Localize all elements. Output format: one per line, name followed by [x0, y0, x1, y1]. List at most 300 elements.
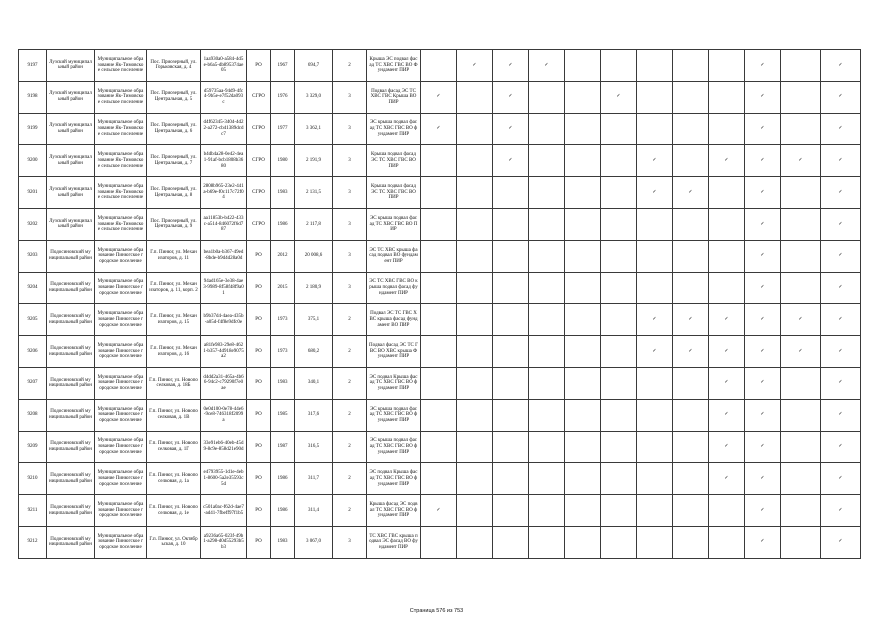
- floors-cell: 3: [333, 177, 367, 209]
- address-cell: Г.п. Пинюг, ул. Новопоселковая, д. 1Г: [147, 431, 201, 463]
- work-cell: [565, 304, 601, 336]
- work-cell: [457, 113, 493, 145]
- address-cell: Г.п. Пинюг, ул. Новопоселковая, д. 1В: [147, 399, 201, 431]
- work-cell: [493, 177, 529, 209]
- check-mark-icon: ✓: [745, 304, 781, 336]
- work-cell: [565, 495, 601, 527]
- guid-cell: 1aa930a0-a584-4d5e-b6a5-db895374ae05: [201, 50, 247, 82]
- check-mark-icon: ✓: [493, 50, 529, 82]
- kind-cell: СГРО: [247, 145, 271, 177]
- address-cell: Г.п. Пинюг, ул. Новопоселковая, д. 1е: [147, 495, 201, 527]
- year-cell: 1983: [271, 367, 295, 399]
- works-cell: Крыша подвал фасад ЭС ТС ХВС ГВС ВО ПИР: [367, 145, 421, 177]
- district-cell: Лузский муниципальный район: [47, 145, 95, 177]
- guid-cell: bea1b0a-b367-49ed-8bde-b9d4d28a0d: [201, 240, 247, 272]
- address-cell: Г.п. Пинюг, ул. Механизаторов, д. 16: [147, 336, 201, 368]
- work-cell: [709, 50, 745, 82]
- check-mark-icon: ✓: [745, 526, 781, 558]
- work-cell: [709, 113, 745, 145]
- row-number: 9200: [19, 145, 47, 177]
- check-mark-icon: ✓: [745, 495, 781, 527]
- check-mark-icon: ✓: [821, 145, 861, 177]
- area-cell: 2 180,9: [295, 272, 333, 304]
- area-cell: 317,6: [295, 399, 333, 431]
- work-cell: [673, 399, 709, 431]
- kind-cell: РО: [247, 50, 271, 82]
- address-cell: Пос. Приозерный, ул. Центральная, д. 9: [147, 208, 201, 240]
- work-cell: [673, 240, 709, 272]
- floors-cell: 3: [333, 208, 367, 240]
- check-mark-icon: ✓: [821, 208, 861, 240]
- works-cell: ЭС ТС ХВС крыша фасад подвал ВО фундамент ПИР: [367, 240, 421, 272]
- settlement-cell: Муниципальное образование Пинюгское городское поселение: [95, 526, 147, 558]
- check-mark-icon: ✓: [637, 304, 673, 336]
- settlement-cell: Муниципальное образование Як-Тимовское сельское поселение: [95, 177, 147, 209]
- address-cell: Пос. Приозерный, ул. Центральная, д. 7: [147, 145, 201, 177]
- kind-cell: РО: [247, 431, 271, 463]
- work-cell: [781, 113, 821, 145]
- work-cell: [673, 495, 709, 527]
- check-mark-icon: ✓: [709, 399, 745, 431]
- check-mark-icon: ✓: [745, 208, 781, 240]
- work-cell: [565, 208, 601, 240]
- work-cell: [457, 208, 493, 240]
- year-cell: 1986: [271, 463, 295, 495]
- area-cell: 20 008,6: [295, 240, 333, 272]
- row-number: 9211: [19, 495, 47, 527]
- settlement-cell: Муниципальное образование Як-Тимовское сельское поселение: [95, 208, 147, 240]
- work-cell: [565, 50, 601, 82]
- work-cell: [601, 113, 637, 145]
- check-mark-icon: ✓: [821, 50, 861, 82]
- check-mark-icon: ✓: [821, 526, 861, 558]
- work-cell: [673, 367, 709, 399]
- guid-cell: 33e91eb6-40eb-45d9-8c9e-858d21e90d: [201, 431, 247, 463]
- work-cell: [601, 304, 637, 336]
- check-mark-icon: ✓: [745, 367, 781, 399]
- check-mark-icon: ✓: [745, 240, 781, 272]
- area-cell: 680,2: [295, 336, 333, 368]
- work-cell: [565, 367, 601, 399]
- work-cell: [529, 113, 565, 145]
- area-cell: 2 117,8: [295, 208, 333, 240]
- table-row: [19, 145, 861, 177]
- work-cell: [673, 50, 709, 82]
- check-mark-icon: ✓: [709, 336, 745, 368]
- floors-cell: 2: [333, 431, 367, 463]
- district-cell: Лузский муниципальный район: [47, 177, 95, 209]
- work-cell: [673, 526, 709, 558]
- work-cell: [529, 304, 565, 336]
- check-mark-icon: ✓: [821, 113, 861, 145]
- works-cell: Крыша подвал фасад ЭС ТС ХВС ГВС ВО ПИР: [367, 177, 421, 209]
- work-cell: [493, 208, 529, 240]
- work-cell: [565, 399, 601, 431]
- work-cell: [781, 240, 821, 272]
- work-cell: [565, 177, 601, 209]
- year-cell: 1986: [271, 495, 295, 527]
- work-cell: [637, 526, 673, 558]
- floors-cell: 3: [333, 240, 367, 272]
- work-cell: [529, 208, 565, 240]
- table-row: [19, 81, 861, 113]
- work-cell: [565, 463, 601, 495]
- district-cell: Подосиновский муниципальный район: [47, 240, 95, 272]
- settlement-cell: Муниципальное образование Пинюгское городское поселение: [95, 431, 147, 463]
- work-cell: [601, 431, 637, 463]
- settlement-cell: Муниципальное образование Як-Тимовское сельское поселение: [95, 81, 147, 113]
- year-cell: 1973: [271, 336, 295, 368]
- guid-cell: d4dd2a31-465a-4b66-94c2-c79290f7e0ae: [201, 367, 247, 399]
- district-cell: Подосиновский муниципальный район: [47, 367, 95, 399]
- row-number: 9205: [19, 304, 47, 336]
- work-cell: [781, 367, 821, 399]
- check-mark-icon: ✓: [637, 145, 673, 177]
- work-cell: [637, 431, 673, 463]
- work-cell: [673, 81, 709, 113]
- settlement-cell: Муниципальное образование Пинюгское городское поселение: [95, 399, 147, 431]
- work-cell: [457, 367, 493, 399]
- work-cell: [529, 367, 565, 399]
- work-cell: [529, 431, 565, 463]
- works-cell: ЭС крыша подвал фасад ТС ХВС ГВС ВО фундамент ПИР: [367, 113, 421, 145]
- guid-cell: d59735aa-94d9-4fc4-9b5e-e7f52da093c: [201, 81, 247, 113]
- check-mark-icon: ✓: [745, 113, 781, 145]
- page-footer: Страница 576 из 753: [409, 608, 464, 614]
- works-cell: ЭС крыша подвал фасад ТС ХВС ГВС ВО ПИР: [367, 208, 421, 240]
- check-mark-icon: ✓: [821, 177, 861, 209]
- works-cell: ЭС ТС ХВС ГВС ВО крыша подвал фасад фундамент ПИР: [367, 272, 421, 304]
- guid-cell: aa11853b-b422-433c-a514-846072f6d787: [201, 208, 247, 240]
- area-cell: 340,1: [295, 367, 333, 399]
- work-cell: [709, 526, 745, 558]
- row-number: 9212: [19, 526, 47, 558]
- work-cell: [673, 145, 709, 177]
- area-cell: 311,7: [295, 463, 333, 495]
- table-row: [19, 50, 861, 82]
- work-cell: [565, 336, 601, 368]
- area-cell: 2 131,5: [295, 177, 333, 209]
- year-cell: 1977: [271, 113, 295, 145]
- year-cell: 1985: [271, 399, 295, 431]
- kind-cell: РО: [247, 272, 271, 304]
- table-row: [19, 399, 861, 431]
- guid-cell: a81fe983-29e8-4621-b357-4d918e9075a2: [201, 336, 247, 368]
- work-cell: [781, 177, 821, 209]
- check-mark-icon: ✓: [745, 399, 781, 431]
- table-row: [19, 495, 861, 527]
- address-cell: Г.п. Пинюг, ул. Механизаторов, д. 11, корп. 2: [147, 272, 201, 304]
- work-cell: [421, 431, 457, 463]
- table-row: [19, 177, 861, 209]
- row-number: 9199: [19, 113, 47, 145]
- table-row: [19, 240, 861, 272]
- work-cell: [457, 304, 493, 336]
- kind-cell: СГРО: [247, 81, 271, 113]
- work-cell: [601, 367, 637, 399]
- row-number: 9210: [19, 463, 47, 495]
- work-cell: [673, 463, 709, 495]
- check-mark-icon: ✓: [529, 50, 565, 82]
- guid-cell: b9b37d4-4aea-435b-a05d-f4f8e9dfc0e: [201, 304, 247, 336]
- table-row: [19, 304, 861, 336]
- work-cell: [637, 495, 673, 527]
- check-mark-icon: ✓: [821, 495, 861, 527]
- work-cell: [529, 399, 565, 431]
- work-cell: [637, 240, 673, 272]
- work-cell: [457, 431, 493, 463]
- check-mark-icon: ✓: [821, 463, 861, 495]
- check-mark-icon: ✓: [421, 495, 457, 527]
- address-cell: Пос. Приозерный, ул. Центральная, д. 5: [147, 81, 201, 113]
- work-cell: [781, 526, 821, 558]
- work-cell: [709, 240, 745, 272]
- work-cell: [421, 272, 457, 304]
- row-number: 9208: [19, 399, 47, 431]
- check-mark-icon: ✓: [781, 304, 821, 336]
- work-cell: [709, 208, 745, 240]
- work-cell: [529, 463, 565, 495]
- work-cell: [421, 367, 457, 399]
- work-cell: [529, 495, 565, 527]
- check-mark-icon: ✓: [745, 50, 781, 82]
- work-cell: [637, 113, 673, 145]
- check-mark-icon: ✓: [493, 81, 529, 113]
- work-cell: [421, 399, 457, 431]
- check-mark-icon: ✓: [745, 272, 781, 304]
- table-row: [19, 272, 861, 304]
- work-cell: [637, 272, 673, 304]
- work-cell: [529, 526, 565, 558]
- work-cell: [781, 272, 821, 304]
- work-cell: [565, 272, 601, 304]
- check-mark-icon: ✓: [421, 81, 457, 113]
- area-cell: 316,5: [295, 431, 333, 463]
- works-cell: ЭС подвал Крыша фасад ТС ХВС ГВС ВО фундамент ПИР: [367, 463, 421, 495]
- settlement-cell: Муниципальное образование Пинюгское городское поселение: [95, 367, 147, 399]
- work-cell: [601, 208, 637, 240]
- row-number: 9206: [19, 336, 47, 368]
- area-cell: 375,1: [295, 304, 333, 336]
- work-cell: [565, 431, 601, 463]
- work-cell: [637, 463, 673, 495]
- kind-cell: РО: [247, 304, 271, 336]
- work-cell: [493, 431, 529, 463]
- work-cell: [565, 526, 601, 558]
- settlement-cell: Муниципальное образование Як-Тимовское сельское поселение: [95, 50, 147, 82]
- floors-cell: 2: [333, 304, 367, 336]
- work-cell: [601, 272, 637, 304]
- settlement-cell: Муниципальное образование Пинюгское городское поселение: [95, 463, 147, 495]
- work-cell: [565, 81, 601, 113]
- area-cell: 311,4: [295, 495, 333, 527]
- work-cell: [637, 208, 673, 240]
- district-cell: Подосиновский муниципальный район: [47, 526, 95, 558]
- works-cell: ТС ХВС ГВС крыша подвал ЭС фасад ВО фундамент ПИР: [367, 526, 421, 558]
- address-cell: Г.п. Пинюг, ул. Механизаторов, д. 15: [147, 304, 201, 336]
- kind-cell: РО: [247, 495, 271, 527]
- work-cell: [493, 240, 529, 272]
- row-number: 9203: [19, 240, 47, 272]
- check-mark-icon: ✓: [673, 304, 709, 336]
- check-mark-icon: ✓: [673, 336, 709, 368]
- guid-cell: b4db4a28-0e42-4ea1-91af-bcb1808b3680: [201, 145, 247, 177]
- kind-cell: СГРО: [247, 177, 271, 209]
- work-cell: [421, 145, 457, 177]
- kind-cell: РО: [247, 399, 271, 431]
- work-cell: [601, 145, 637, 177]
- row-number: 9198: [19, 81, 47, 113]
- row-number: 9209: [19, 431, 47, 463]
- guid-cell: 2808b965-23e2-441a-b69e-f0c117c72f04: [201, 177, 247, 209]
- area-cell: 2 191,9: [295, 145, 333, 177]
- check-mark-icon: ✓: [821, 240, 861, 272]
- address-cell: Пос. Приозерный, ул. Центральная, д. 6: [147, 113, 201, 145]
- work-cell: [457, 399, 493, 431]
- work-cell: [709, 177, 745, 209]
- floors-cell: 3: [333, 145, 367, 177]
- floors-cell: 3: [333, 81, 367, 113]
- work-cell: [457, 81, 493, 113]
- address-cell: Г.п. Пинюг, ул. Механизаторов, д. 11: [147, 240, 201, 272]
- settlement-cell: Муниципальное образование Як-Тимовское сельское поселение: [95, 113, 147, 145]
- settlement-cell: Муниципальное образование Пинюгское городское поселение: [95, 240, 147, 272]
- work-cell: [421, 177, 457, 209]
- district-cell: Лузский муниципальный район: [47, 113, 95, 145]
- work-cell: [601, 399, 637, 431]
- work-cell: [457, 145, 493, 177]
- kind-cell: РО: [247, 336, 271, 368]
- floors-cell: 2: [333, 336, 367, 368]
- works-cell: Подвал ЭС ТС ГВС ХВС крыша фасад фундамент ВО ПИР: [367, 304, 421, 336]
- kind-cell: СГРО: [247, 208, 271, 240]
- check-mark-icon: ✓: [745, 177, 781, 209]
- work-cell: [529, 145, 565, 177]
- work-cell: [457, 495, 493, 527]
- table-row: [19, 431, 861, 463]
- work-cell: [601, 50, 637, 82]
- kind-cell: СГРО: [247, 113, 271, 145]
- table-row: [19, 113, 861, 145]
- work-cell: [601, 240, 637, 272]
- guid-cell: e4793955-1d1e-4eb1-8600-5a2e35593c5d: [201, 463, 247, 495]
- work-cell: [781, 81, 821, 113]
- settlement-cell: Муниципальное образование Пинюгское городское поселение: [95, 272, 147, 304]
- area-cell: 3 329,0: [295, 81, 333, 113]
- guid-cell: d4f62345-3404-4d22-a272-cb41389dcdc7: [201, 113, 247, 145]
- work-cell: [421, 526, 457, 558]
- address-cell: Пос. Приозерный, ул. Центральная, д. 8: [147, 177, 201, 209]
- work-cell: [421, 463, 457, 495]
- district-cell: Подосиновский муниципальный район: [47, 336, 95, 368]
- year-cell: 1973: [271, 304, 295, 336]
- work-cell: [493, 367, 529, 399]
- work-cell: [457, 272, 493, 304]
- check-mark-icon: ✓: [457, 50, 493, 82]
- work-cell: [709, 495, 745, 527]
- check-mark-icon: ✓: [821, 367, 861, 399]
- floors-cell: 2: [333, 367, 367, 399]
- work-cell: [673, 431, 709, 463]
- works-cell: Крыша фасад ЭС подвал ТС ХВС ГВС ВО фундамент ПИР: [367, 495, 421, 527]
- guid-cell: 94ad165e-3e38-4ae3-9989-8f58f48f9a01: [201, 272, 247, 304]
- floors-cell: 3: [333, 526, 367, 558]
- floors-cell: 3: [333, 113, 367, 145]
- row-number: 9207: [19, 367, 47, 399]
- check-mark-icon: ✓: [821, 399, 861, 431]
- work-cell: [565, 113, 601, 145]
- work-cell: [565, 240, 601, 272]
- guid-cell: 0e0d100-0e78-44e6-9ce8-746318f2099a: [201, 399, 247, 431]
- check-mark-icon: ✓: [601, 81, 637, 113]
- work-cell: [493, 399, 529, 431]
- district-cell: Лузский муниципальный район: [47, 208, 95, 240]
- work-cell: [421, 240, 457, 272]
- check-mark-icon: ✓: [821, 81, 861, 113]
- year-cell: 1983: [271, 526, 295, 558]
- floors-cell: 3: [333, 272, 367, 304]
- district-cell: Подосиновский муниципальный район: [47, 463, 95, 495]
- work-cell: [457, 240, 493, 272]
- work-cell: [781, 208, 821, 240]
- settlement-cell: Муниципальное образование Пинюгское городское поселение: [95, 304, 147, 336]
- check-mark-icon: ✓: [745, 463, 781, 495]
- address-cell: Г.п. Пинюг, ул. Октябрьская, д. 10: [147, 526, 201, 558]
- kind-cell: РО: [247, 367, 271, 399]
- district-cell: Подосиновский муниципальный район: [47, 431, 95, 463]
- work-cell: [781, 50, 821, 82]
- district-cell: Подосиновский муниципальный район: [47, 304, 95, 336]
- kind-cell: РО: [247, 526, 271, 558]
- check-mark-icon: ✓: [709, 463, 745, 495]
- year-cell: 1986: [271, 208, 295, 240]
- row-number: 9197: [19, 50, 47, 82]
- year-cell: 1976: [271, 81, 295, 113]
- work-cell: [709, 272, 745, 304]
- row-number: 9201: [19, 177, 47, 209]
- work-cell: [601, 177, 637, 209]
- work-cell: [673, 272, 709, 304]
- work-cell: [529, 81, 565, 113]
- row-number: 9204: [19, 272, 47, 304]
- address-cell: Пос. Приозерный, ул. Горьковская, д. 4: [147, 50, 201, 82]
- row-number: 9202: [19, 208, 47, 240]
- check-mark-icon: ✓: [637, 336, 673, 368]
- check-mark-icon: ✓: [781, 336, 821, 368]
- work-cell: [457, 463, 493, 495]
- check-mark-icon: ✓: [781, 145, 821, 177]
- check-mark-icon: ✓: [745, 431, 781, 463]
- year-cell: 1983: [271, 177, 295, 209]
- work-cell: [637, 81, 673, 113]
- area-cell: 3 362,1: [295, 113, 333, 145]
- floors-cell: 2: [333, 495, 367, 527]
- check-mark-icon: ✓: [709, 367, 745, 399]
- guid-cell: c501a0ac-f62d-4ae7-ad41-7fbeff97f1b5: [201, 495, 247, 527]
- district-cell: Подосиновский муниципальный район: [47, 495, 95, 527]
- work-cell: [421, 208, 457, 240]
- works-cell: Подвал фасад ЭС ТС ГВС ВО ХВС крыша Фундамент ПИР: [367, 336, 421, 368]
- work-cell: [601, 495, 637, 527]
- check-mark-icon: ✓: [745, 81, 781, 113]
- kind-cell: РО: [247, 240, 271, 272]
- works-cell: ЭС подвал Крыша фасад ТС ХВС ГВС ВО фундамент ПИР: [367, 367, 421, 399]
- work-cell: [781, 463, 821, 495]
- work-cell: [421, 336, 457, 368]
- area-cell: 3 067,0: [295, 526, 333, 558]
- floors-cell: 2: [333, 399, 367, 431]
- table-row: [19, 208, 861, 240]
